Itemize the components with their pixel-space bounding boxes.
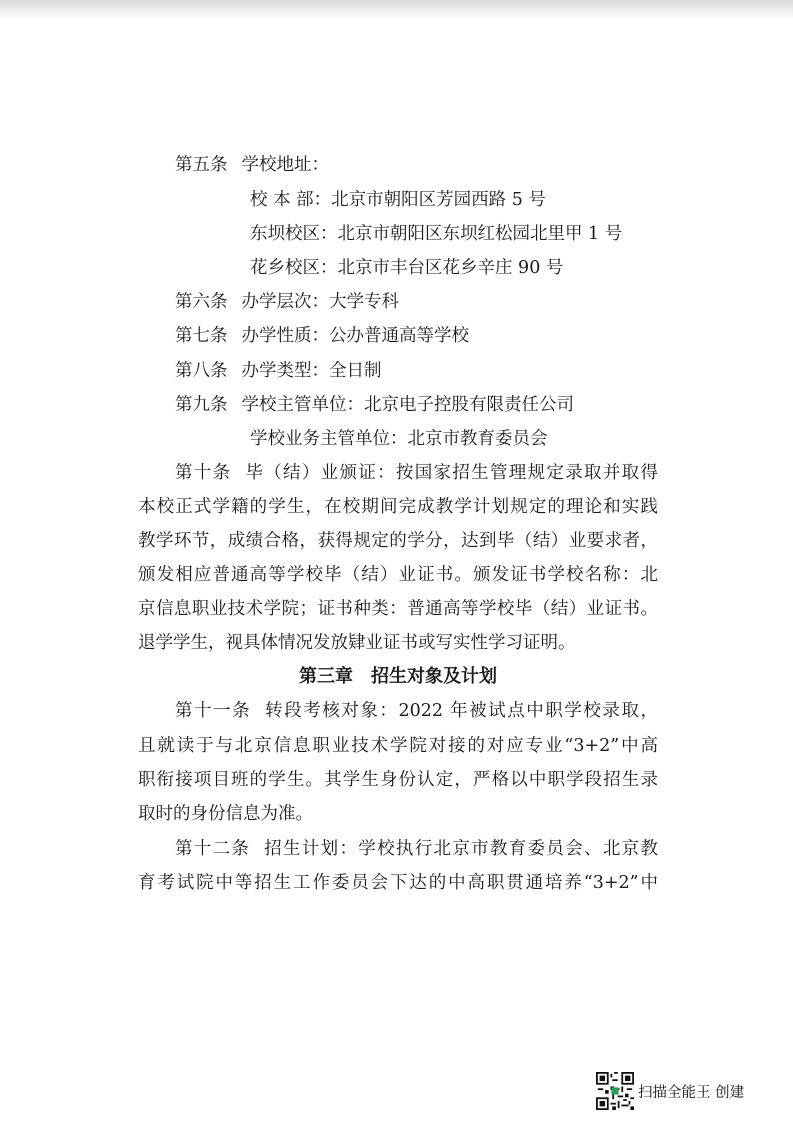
article-5-label: 第五条 [175,155,228,175]
article-11-text: 转段考核对象：2022 年被试点中职学校录取， [265,701,658,721]
article-10-text: 毕（结）业颁证：按国家招生管理规定录取并取得 [245,463,658,483]
article-8 [175,359,658,383]
article-10-line-6: 退学学生，视具体情况发放肄业证书或写实性学习证明。 [138,633,576,653]
article-12-label: 第十二条 [175,839,251,859]
article-12-text: 招生计划：学校执行北京市教育委员会、北京教 [264,839,658,859]
article-5-title: 学校地址： [241,155,329,175]
article-11-line-2: 且就读于与北京信息职业技术学院对接的对应专业“3+2”中高 [138,736,658,756]
article-11-line-3: 职衔接项目班的学生。其学生身份认定，严格以中职学段招生录 [138,770,658,790]
article-10-line-2: 本校正式学籍的学生，在校期间完成教学计划规定的理论和实践 [138,497,658,517]
article-6 [175,290,658,314]
article-5-header [175,153,658,177]
campus-name: 校 本 部： [250,190,332,210]
article-7 [175,324,658,348]
article-9-label: 第九条 [175,395,228,415]
scanner-watermark [596,1071,744,1111]
article-6-label: 第六条 [175,292,228,312]
article-11-line-4: 取时的身份信息为准。 [138,804,313,824]
article-6-text: 办学层次：大学专科 [241,292,399,312]
campus-address: 北京市朝阳区芳园西路 5 号 [331,190,546,210]
article-11-line-1 [175,699,658,723]
qr-code-icon [596,1072,634,1110]
campus-name: 花乡校区： [250,258,338,278]
article-11-label: 第十一条 [175,701,252,721]
article-9-text: 学校主管单位：北京电子控股有限责任公司 [241,395,574,415]
article-7-label: 第七条 [175,326,228,346]
article-12-line-1 [175,837,658,861]
campus-address: 北京市丰台区花乡辛庄 90 号 [337,258,564,278]
campus-address: 北京市朝阳区东坝红松园北里甲 1 号 [337,224,623,244]
article-8-label: 第八条 [175,361,228,381]
article-10-line-5: 京信息职业技术学院；证书种类：普通高等学校毕（结）业证书。 [138,599,658,619]
article-10-line-4: 颁发相应普通高等学校毕（结）业证书。颁发证书学校名称：北 [138,565,658,585]
article-8-text: 办学类型：全日制 [241,361,382,381]
scanner-brand-text: 扫描全能王 创建 [638,1084,745,1101]
campus-dongba [250,222,670,246]
article-9 [175,393,658,417]
article-10-line-3: 教学环节，成绩合格，获得规定的学分，达到毕（结）业要求者， [138,531,658,551]
campus-huaxiang [250,256,670,280]
article-9-line-2: 学校业务主管单位：北京市教育委员会 [250,429,548,449]
campus-main [250,188,670,212]
campus-name: 东坝校区： [250,224,338,244]
article-10-line-1 [175,461,658,485]
scan-edge-shadow [0,0,793,22]
article-7-text: 办学性质：公办普通高等学校 [241,326,469,346]
article-10-label: 第十条 [175,463,232,483]
chapter-3-heading: 第三章 招生对象及计划 [299,666,497,687]
article-12-line-2: 育考试院中等招生工作委员会下达的中高职贯通培养“3+2”中 [138,873,658,893]
